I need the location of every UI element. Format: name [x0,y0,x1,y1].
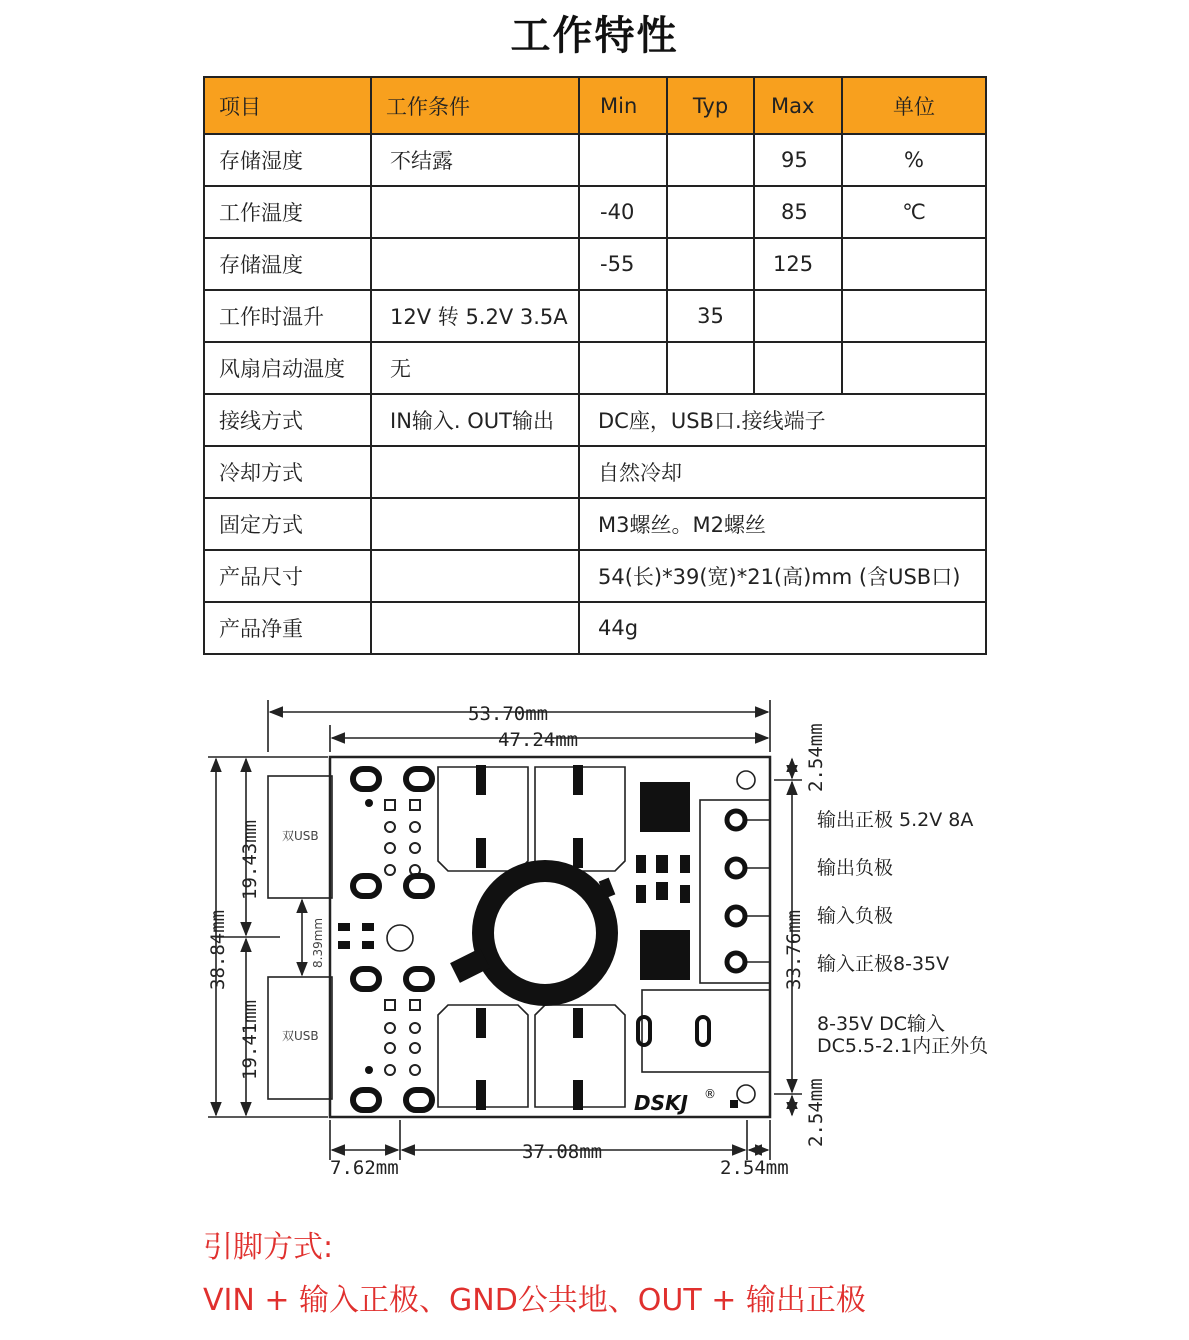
dim-right-top: 2.54mm [805,723,827,792]
cell-item: 存储温度 [204,238,371,290]
brand-mark: ® [704,1087,716,1101]
cell-item: 固定方式 [204,498,371,550]
cell-min [579,134,667,186]
cell-condition: 无 [371,342,579,394]
cell-item: 产品净重 [204,602,371,654]
dc-spec-label: DC5.5-2.1内正外负 [817,1035,989,1057]
table-row [204,342,986,394]
cell-merged: 54(长)*39(宽)*21(高)mm (含USB口) [579,550,986,602]
dc-jack [642,990,770,1072]
cell-item: 接线方式 [204,394,371,446]
dim-left-total: 38.84mm [207,909,229,990]
cell-condition: IN输入. OUT输出 [371,394,579,446]
dim-left-gap: 8.39mm [311,917,325,968]
cell-condition [371,238,579,290]
pin-label-out-negative: 输出负极 [817,857,894,879]
table-row [204,602,986,654]
cell-condition [371,446,579,498]
cell-unit [842,238,986,290]
table-row [204,290,986,342]
cell-max: 85 [754,186,842,238]
usb-bottom-label: 双USB [282,1029,319,1043]
cell-condition: 不结露 [371,134,579,186]
table-row [204,394,986,446]
page-title: 工作特性 [510,13,679,59]
cell-max: 95 [754,134,842,186]
cell-min [579,290,667,342]
cell-item: 存储湿度 [204,134,371,186]
dim-right-mid: 33.76mm [783,909,805,990]
cell-item: 工作时温升 [204,290,371,342]
table-row [204,550,986,602]
table-row [204,498,986,550]
cell-max [754,290,842,342]
mount-hole [387,925,413,951]
cell-condition [371,550,579,602]
table-row [204,238,986,290]
cell-condition: 12V 转 5.2V 3.5A [371,290,579,342]
dim-bottom-left: 7.62mm [330,1157,399,1179]
dim-bottom-mid: 37.08mm [522,1141,603,1163]
cell-min [579,342,667,394]
dim-width-total: 53.70mm [468,703,549,725]
header-item: 项目 [204,77,371,134]
cell-max [754,342,842,394]
table-row [204,186,986,238]
table-row [204,134,986,186]
mount-hole [737,1085,755,1103]
cell-typ [667,342,754,394]
cell-unit [842,290,986,342]
dim-bottom-right: 2.54mm [720,1157,789,1179]
header-condition: 工作条件 [371,77,579,134]
pin-label-out-positive: 输出正极 5.2V 8A [817,809,974,831]
mount-hole [737,771,755,789]
power-inductor [483,871,607,995]
cell-unit: % [842,134,986,186]
cell-typ [667,134,754,186]
cell-min: -55 [579,238,667,290]
brand-logo: DSKJ [634,1091,688,1115]
pin-label-in-negative: 输入负极 [817,905,894,927]
cell-merged: 自然冷却 [579,446,986,498]
cell-typ [667,238,754,290]
cell-merged: DC座，USB口.接线端子 [579,394,986,446]
usb-top-label: 双USB [282,829,319,843]
dim-right-bottom: 2.54mm [805,1078,827,1147]
dim-width-inner: 47.24mm [498,729,579,751]
dim-left-bottom: 19.41mm [239,999,261,1080]
cell-condition [371,602,579,654]
pinout-text: VIN + 输入正极、GND公共地、OUT + 输出正极 [203,1283,866,1318]
spec-table [203,76,987,655]
table-row [204,446,986,498]
pinout-title: 引脚方式: [203,1230,334,1265]
cell-merged: 44g [579,602,986,654]
cell-condition [371,186,579,238]
cell-item: 产品尺寸 [204,550,371,602]
cell-unit [842,342,986,394]
header-min: Min [579,77,667,134]
pin-label-in-positive: 输入正极8-35V [817,953,950,975]
header-unit: 单位 [842,77,986,134]
cell-condition [371,498,579,550]
header-typ: Typ [667,77,754,134]
cell-item: 风扇启动温度 [204,342,371,394]
header-max: Max [754,77,842,134]
cell-unit: ℃ [842,186,986,238]
board-dimension-diagram [180,690,1020,1190]
cell-item: 冷却方式 [204,446,371,498]
cell-typ: 35 [667,290,754,342]
dim-left-top: 19.43mm [239,819,261,900]
cell-item: 工作温度 [204,186,371,238]
cell-max: 125 [754,238,842,290]
table-header-row [204,77,986,134]
dc-input-label: 8-35V DC输入 [817,1013,946,1035]
cell-min: -40 [579,186,667,238]
cell-typ [667,186,754,238]
cell-merged: M3螺丝。M2螺丝 [579,498,986,550]
